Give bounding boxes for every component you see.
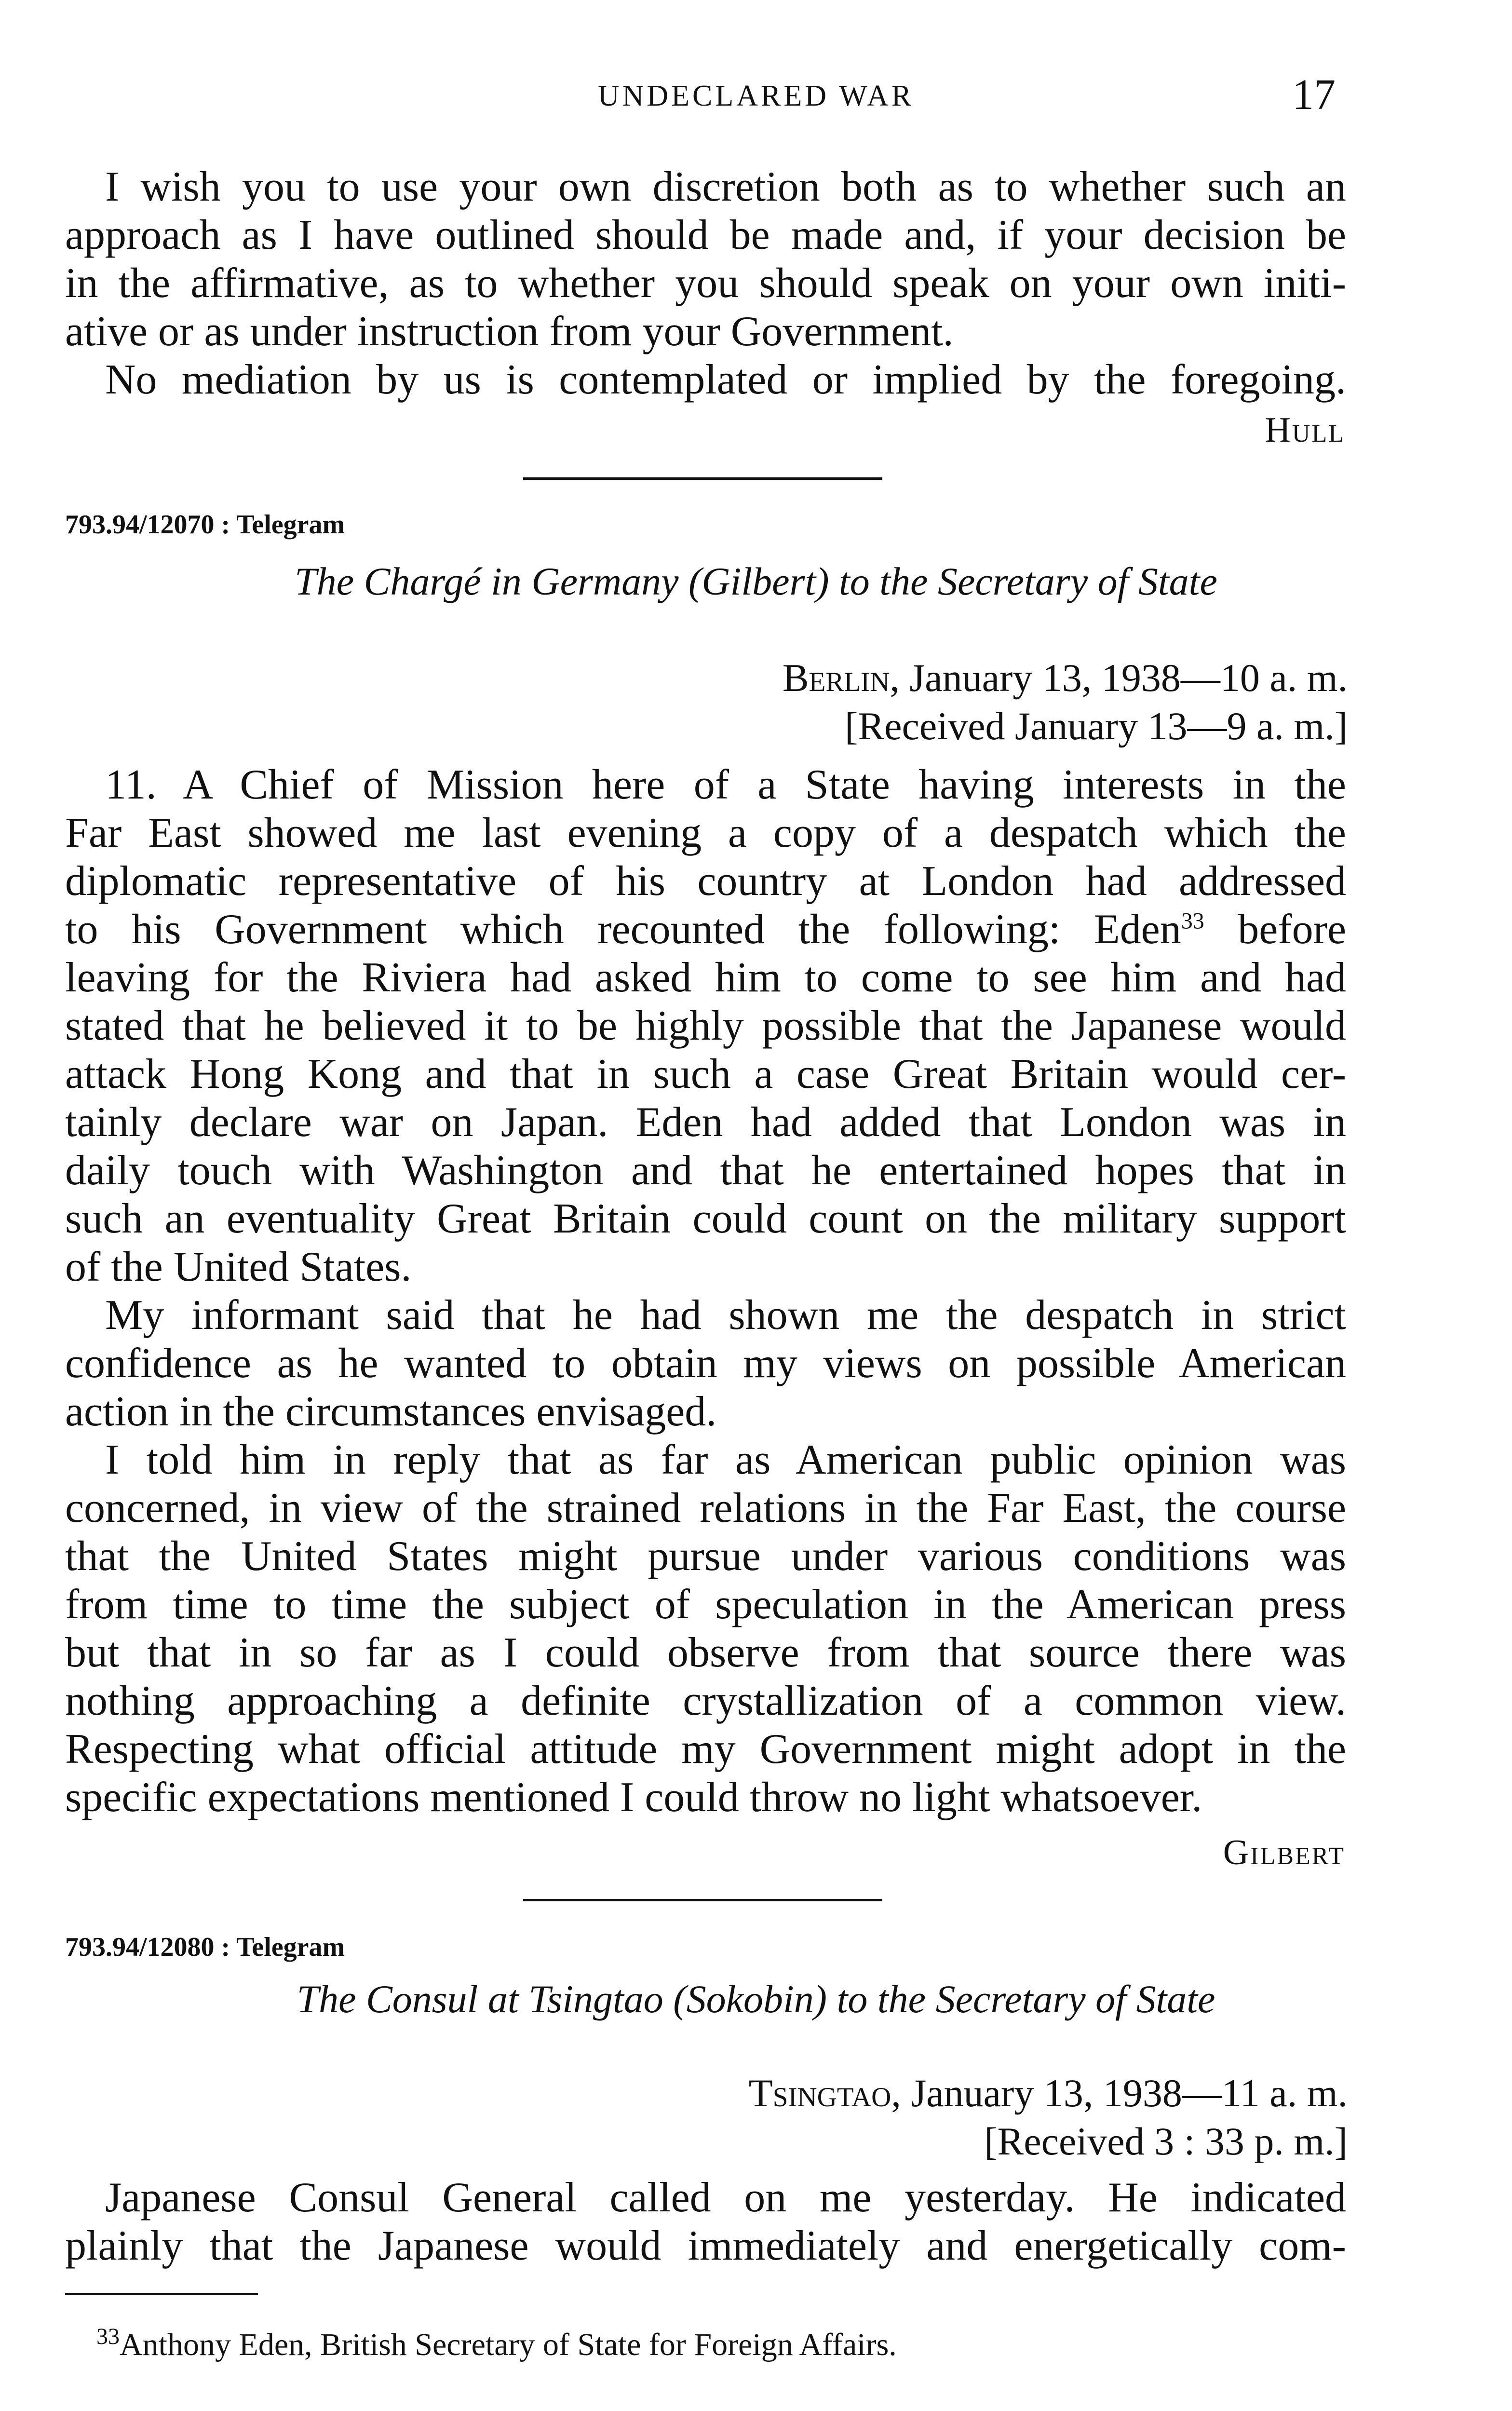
- footnote-text: Anthony Eden, British Secretary of State for Foreign Affairs.: [120, 2327, 897, 2362]
- body-line: nothing approaching a definite crystallization of a common view.: [65, 1678, 1346, 1724]
- body-line: 11. A Chief of Mission here of a State having interests in the: [105, 761, 1346, 808]
- body-line: No mediation by us is contemplated or implied by the foregoing.: [105, 356, 1346, 403]
- body-line: Respecting what official attitude my Government might adopt in the: [65, 1726, 1346, 1773]
- body-line: leaving for the Riviera had asked him to come to see him and had: [65, 954, 1346, 1001]
- footnote-rule: [65, 2293, 258, 2295]
- signature-hull: [959, 412, 1345, 448]
- body-line: plainly that the Japanese would immediately and energetically com-: [65, 2222, 1346, 2269]
- signature-gilbert: [959, 1835, 1345, 1870]
- received-line: [Received January 13—9 a. m.]: [845, 704, 1348, 748]
- signature-text: Hull: [1265, 410, 1345, 450]
- body-line: confidence as he wanted to obtain my views on possible American: [65, 1340, 1346, 1387]
- body-line: daily touch with Washington and that he entertained hopes that in: [65, 1147, 1346, 1194]
- dateline: [528, 2073, 1348, 2113]
- body-line: ative or as under instruction from your Government.: [65, 308, 954, 355]
- body-line: in the affirmative, as to whether you should speak on your own initi-: [65, 260, 1346, 307]
- body-line: concerned, in view of the strained relations in the Far East, the course: [65, 1485, 1346, 1531]
- body-line: diplomatic representative of his country at London had addressed: [65, 858, 1346, 905]
- document-title: The Consul at Tsingtao (Sokobin) to the Secretary of State: [297, 1977, 1215, 2021]
- page-number: 17: [1292, 71, 1336, 119]
- body-line: specific expectations mentioned I could throw no light whatsoever.: [65, 1774, 1202, 1821]
- section-divider: [523, 477, 882, 480]
- body-line: Japanese Consul General called on me yesterday. He indicated: [105, 2174, 1346, 2221]
- footnote-ref: 33: [1181, 908, 1204, 934]
- body-line: Far East showed me last evening a copy of a despatch which the: [65, 810, 1346, 856]
- body-text: to his Government which recounted the following: Eden: [65, 906, 1181, 953]
- body-line: action in the circumstances envisaged.: [65, 1388, 717, 1435]
- body-line: approach as I have outlined should be made and, if your decision be: [65, 212, 1346, 258]
- body-line: stated that he believed it to be highly possible that the Japanese would: [65, 1002, 1346, 1049]
- body-line: but that in so far as I could observe from that source there was: [65, 1629, 1346, 1676]
- signature-text: Gilbert: [1223, 1833, 1345, 1872]
- dateline: [528, 658, 1348, 698]
- body-line: tainly declare war on Japan. Eden had added that London was in: [65, 1099, 1346, 1146]
- dateline-place: Berlin: [782, 656, 890, 700]
- body-line: from time to time the subject of speculation in the American press: [65, 1581, 1346, 1628]
- body-line: of the United States.: [65, 1244, 412, 1290]
- document-title: The Chargé in Germany (Gilbert) to the Secretary of State: [295, 559, 1217, 603]
- body-line: My informant said that he had shown me the despatch in strict: [105, 1292, 1346, 1339]
- document-reference: 793.94/12080 : Telegram: [65, 1932, 345, 1962]
- body-line: attack Hong Kong and that in such a case Great Britain would cer-: [65, 1051, 1346, 1097]
- body-line-with-footnote: [65, 906, 1346, 954]
- body-line: I wish you to use your own discretion both as to whether such an: [105, 163, 1346, 210]
- dateline-place: Tsingtao: [748, 2071, 891, 2115]
- body-line: I told him in reply that as far as American public opinion was: [105, 1436, 1346, 1483]
- section-divider: [523, 1899, 882, 1901]
- body-text: before: [1238, 906, 1347, 953]
- footnote-marker: 33: [96, 2324, 120, 2349]
- dateline-date: , January 13, 1938—10 a. m.: [890, 656, 1348, 700]
- body-line: such an eventuality Great Britain could count on the military support: [65, 1195, 1346, 1242]
- footnote: [96, 2324, 897, 2362]
- body-line: that the United States might pursue under various conditions was: [65, 1533, 1346, 1580]
- document-reference: 793.94/12070 : Telegram: [65, 510, 345, 540]
- dateline-date: , January 13, 1938—11 a. m.: [891, 2071, 1348, 2115]
- received-line: [Received 3 : 33 p. m.]: [984, 2119, 1348, 2163]
- running-header: UNDECLARED WAR: [597, 80, 915, 112]
